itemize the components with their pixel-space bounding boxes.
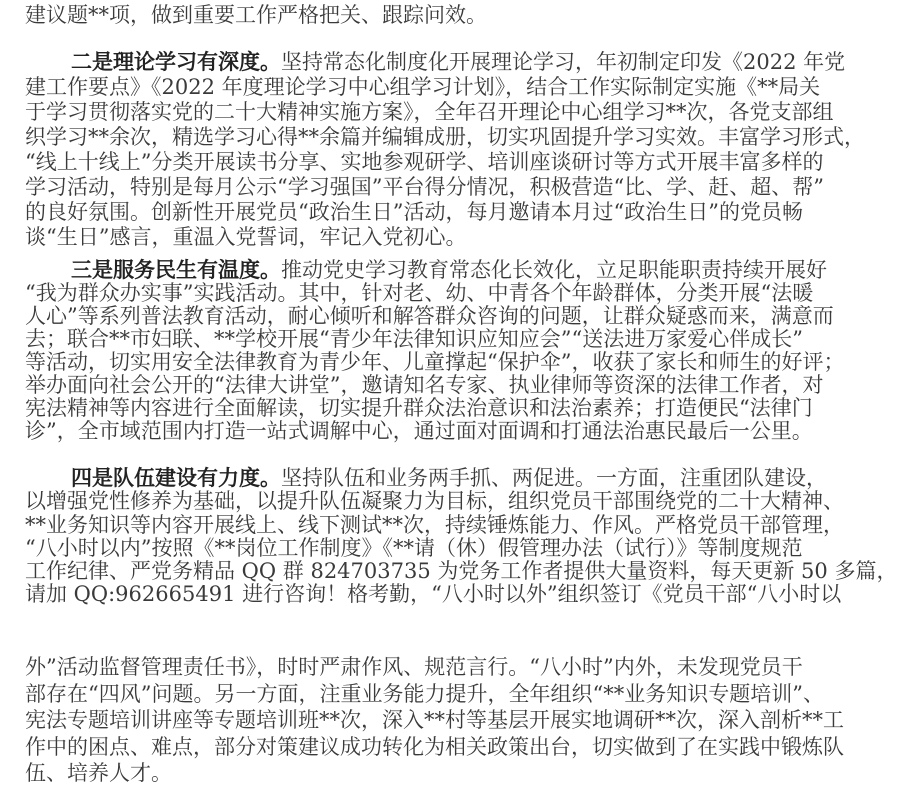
line-text: 部存在“四风”问题。另一方面，注重业务能力提升，全年组织“**业务知识专题培训”、 [25, 681, 824, 706]
line-text: 宪法精神等内容进行全面解读，切实提升群众法治意识和法治素养；打造便民“法律门 [25, 396, 813, 420]
text-line [25, 225, 775, 250]
line-text: 于学习贯彻落实党的二十大精神实施方案》，全年召开理论中心组学习**次，各党支部组 [25, 100, 834, 124]
text-line [25, 489, 844, 514]
line-text: 外”活动监督管理责任书》，时时严肃作风、规范言行。“八小时”内外，未发现党员干 [25, 655, 803, 679]
paragraph-team-building-continued [25, 654, 844, 787]
text-line [25, 175, 824, 200]
text-line [25, 681, 824, 708]
text-line [25, 3, 775, 27]
text-line [25, 100, 834, 125]
line-text: 宪法专题培训讲座等专题培训班**次，深入**村等基层开展实地调研**次，深入剖析**工 [25, 708, 844, 732]
text-line [25, 734, 844, 761]
line-text: 人心”等系列普法教育活动，耐心倾听和解答群众咨询的问题，让群众疑惑而来，满意而 [25, 304, 834, 328]
text-line [25, 535, 803, 560]
line-text: 的良好氛围。创新性开展党员“政治生日”活动，每月邀请本月过“政治生日”的党员畅 [25, 200, 803, 224]
text-line [25, 582, 842, 607]
line-text: “线上十线上”分类开展读书分享、实地参观研学、培训座谈研讨等方式开展丰富多样的 [25, 150, 824, 174]
line-text: 以增强党性修养为基础，以提升队伍凝聚力为目标，组织党员干部围绕党的二十大精神、 [25, 489, 844, 514]
text-line [25, 707, 844, 734]
line-text: 诊”，全市域范围内打造一站式调解中心，通过面对面调和打通法治惠民最后一公里。 [25, 419, 813, 443]
paragraph-fragment [25, 3, 775, 27]
line-text: 作中的困点、难点，部分对策建议成功转化为相关政策出台，切实做到了在实践中锻炼队 [25, 734, 844, 759]
line-text: 谈“生日”感言，重温入党誓词，牢记入党初心。 [25, 225, 467, 249]
text-line [25, 419, 813, 443]
line-text: 去；联合**市妇联、**学校开展“青少年法律知识应知应会”“送法进万家爱心伴成长” [25, 327, 803, 351]
text-line [25, 150, 824, 175]
line-text: 学习活动，特别是每月公示“学习强国”平台得分情况，积极营造“比、学、赶、超、帮” [25, 175, 824, 199]
paragraph-lead: 二是理论学习有深度。 [71, 49, 281, 74]
line-text: 坚持队伍和业务两手抓、两促进。一方面，注重团队建设， [281, 466, 827, 490]
paragraph-theory-study [25, 49, 865, 250]
text-line [25, 559, 897, 584]
text-line [25, 125, 865, 150]
paragraph-lead: 四是队伍建设有力度。 [71, 465, 281, 490]
line-text: 等活动，切实用安全法律教育为青少年、儿童撑起“保护伞”，收获了家长和师生的好评； [25, 350, 845, 374]
paragraph-team-building [25, 465, 897, 607]
text-line [25, 257, 827, 282]
line-text: 织学习**余次，精选学习心得**余篇并编辑成册，切实巩固提升学习实效。丰富学习形式， [25, 125, 865, 149]
line-text: 推动党史学习教育常态化长效化，立足职能职责持续开展好 [281, 258, 827, 282]
line-text: 举办面向社会公开的“法律大讲堂”，邀请知名专家、执业律师等资深的法律工作者，对 [25, 373, 824, 397]
line-text: 建工作要点》《2022 年度理论学习中心组学习计划》，结合工作实际制定实施《**局关 [25, 75, 821, 99]
text-line [25, 465, 827, 490]
text-line [25, 350, 845, 374]
text-line [25, 512, 844, 537]
text-line [25, 281, 814, 305]
line-text: 建议题**项，做到重要工作严格把关、跟踪问效。 [25, 3, 487, 27]
paragraph-public-service [25, 257, 845, 443]
line-text: **业务知识等内容开展线上、线下测试**次，持续锤炼能力、作风。严格党员干部管理， [25, 512, 844, 537]
text-line [25, 49, 846, 75]
text-line [25, 654, 803, 681]
text-line [25, 75, 821, 100]
line-text: “八小时以内”按照《**岗位工作制度》《**请（休）假管理办法（试行）》等制度规范 [25, 535, 803, 560]
text-line [25, 396, 813, 420]
line-text: 伍、培养人才。 [25, 761, 172, 785]
text-line [25, 327, 803, 351]
line-text: 坚持常态化制度化开展理论学习，年初制定印发《2022 年党 [281, 50, 846, 74]
text-line [25, 200, 803, 225]
line-text: “我为群众办实事”实践活动。其中，针对老、幼、中青各个年龄群体，分类开展“法暖 [25, 281, 814, 305]
text-line [25, 373, 824, 397]
line-text: 工作纪律、严党务精品 QQ 群 824703735 为党务工作者提供大量资料，每天更新 50 多篇， [25, 559, 897, 584]
text-line [25, 304, 834, 328]
line-text: 请加 QQ:962665491 进行咨询！格考勤，“八小时以外”组织签订《党员干部“八小时以 [25, 582, 842, 607]
paragraph-lead: 三是服务民生有温度。 [71, 257, 281, 282]
text-line [25, 760, 775, 787]
